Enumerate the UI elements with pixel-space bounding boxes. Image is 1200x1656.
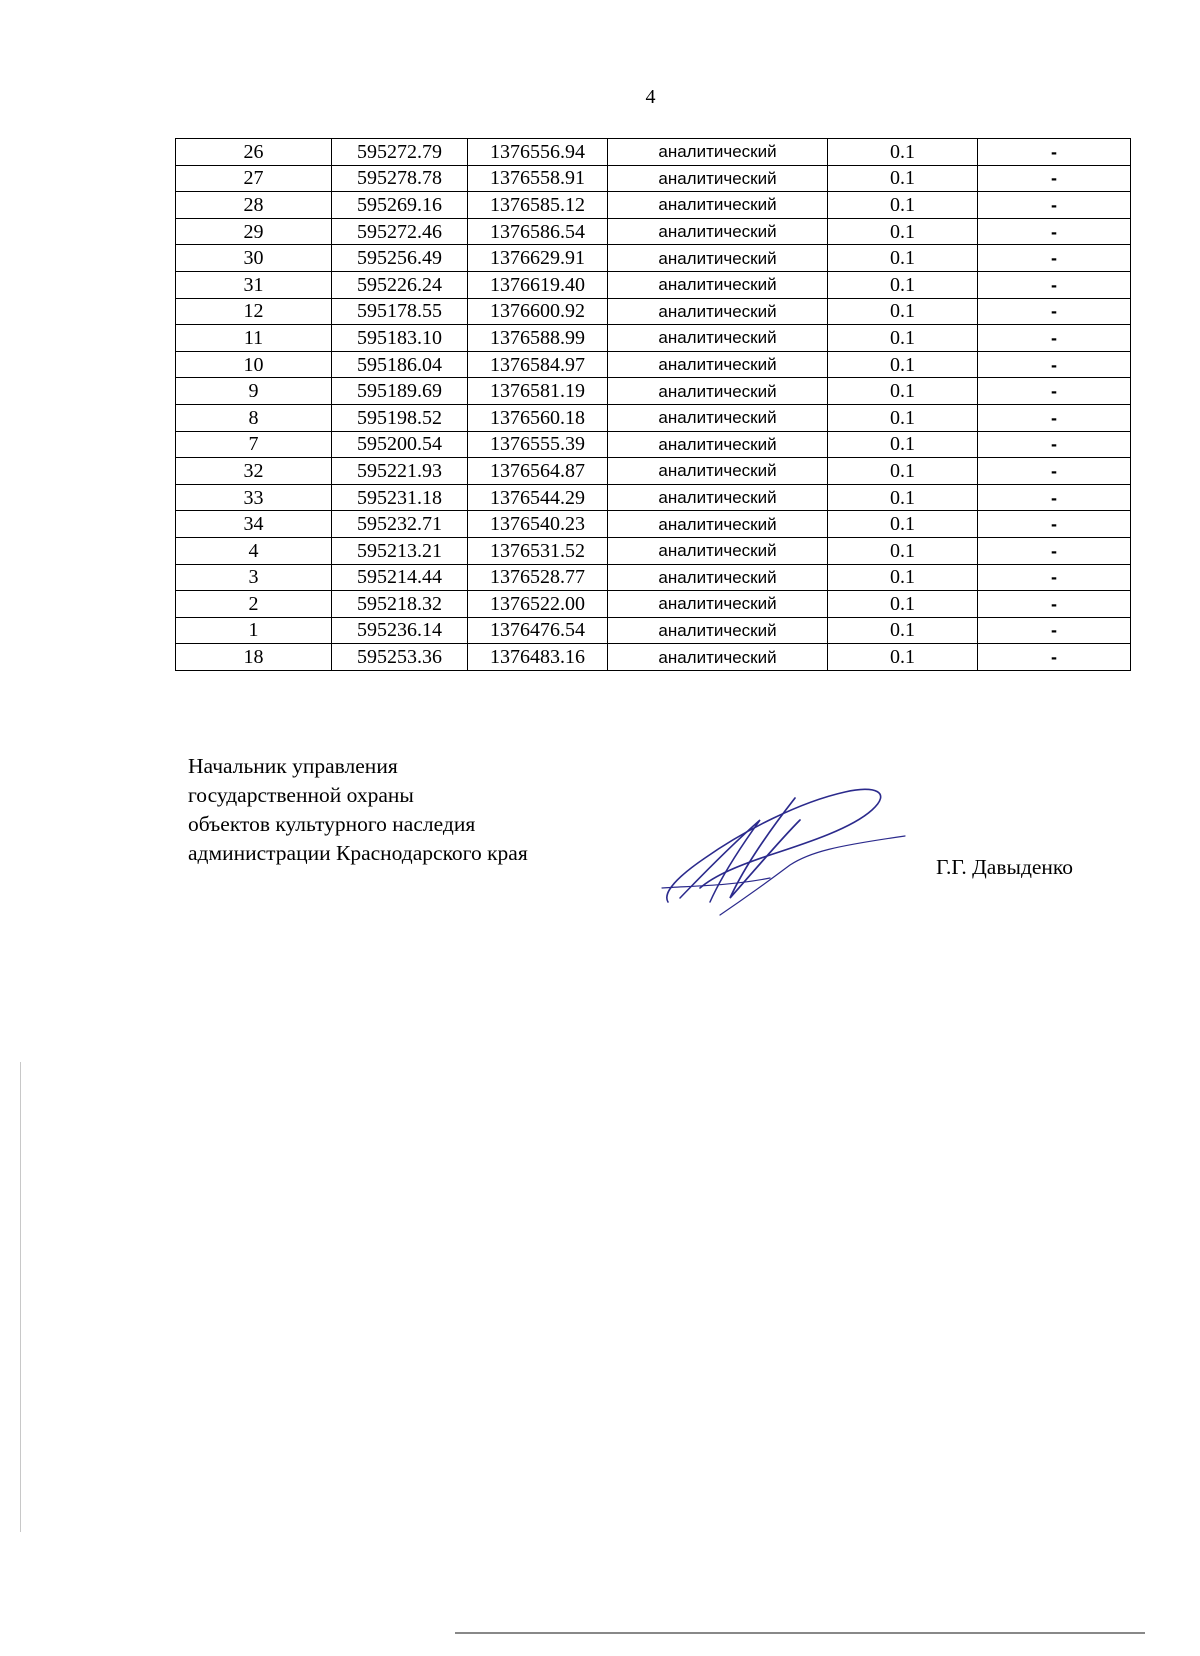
x-coordinate-cell: 595189.69 xyxy=(332,378,468,405)
table-row xyxy=(176,458,1131,485)
accuracy-cell: 0.1 xyxy=(828,378,978,405)
y-coordinate-cell: 1376531.52 xyxy=(468,537,608,564)
handwritten-signature xyxy=(660,780,910,920)
note-cell: - xyxy=(978,644,1131,671)
note-cell: - xyxy=(978,511,1131,538)
note-cell: - xyxy=(978,537,1131,564)
point-number-cell: 10 xyxy=(176,351,332,378)
x-coordinate-cell: 595198.52 xyxy=(332,404,468,431)
scan-artifact-line xyxy=(20,1062,21,1532)
point-number-cell: 3 xyxy=(176,564,332,591)
method-cell: аналитический xyxy=(608,271,828,298)
note-cell: - xyxy=(978,245,1131,272)
accuracy-cell: 0.1 xyxy=(828,404,978,431)
note-cell: - xyxy=(978,271,1131,298)
x-coordinate-cell: 595231.18 xyxy=(332,484,468,511)
accuracy-cell: 0.1 xyxy=(828,617,978,644)
method-cell: аналитический xyxy=(608,325,828,352)
method-cell: аналитический xyxy=(608,351,828,378)
accuracy-cell: 0.1 xyxy=(828,591,978,618)
x-coordinate-cell: 595232.71 xyxy=(332,511,468,538)
y-coordinate-cell: 1376476.54 xyxy=(468,617,608,644)
y-coordinate-cell: 1376540.23 xyxy=(468,511,608,538)
accuracy-cell: 0.1 xyxy=(828,271,978,298)
method-cell: аналитический xyxy=(608,404,828,431)
method-cell: аналитический xyxy=(608,192,828,219)
point-number-cell: 7 xyxy=(176,431,332,458)
table-row xyxy=(176,564,1131,591)
y-coordinate-cell: 1376581.19 xyxy=(468,378,608,405)
x-coordinate-cell: 595272.79 xyxy=(332,139,468,166)
x-coordinate-cell: 595200.54 xyxy=(332,431,468,458)
signatory-position-line: администрации Краснодарского края xyxy=(188,841,528,865)
point-number-cell: 1 xyxy=(176,617,332,644)
table-row xyxy=(176,325,1131,352)
method-cell: аналитический xyxy=(608,617,828,644)
y-coordinate-cell: 1376585.12 xyxy=(468,192,608,219)
method-cell: аналитический xyxy=(608,139,828,166)
y-coordinate-cell: 1376619.40 xyxy=(468,271,608,298)
accuracy-cell: 0.1 xyxy=(828,458,978,485)
y-coordinate-cell: 1376556.94 xyxy=(468,139,608,166)
x-coordinate-cell: 595214.44 xyxy=(332,564,468,591)
y-coordinate-cell: 1376588.99 xyxy=(468,325,608,352)
method-cell: аналитический xyxy=(608,431,828,458)
method-cell: аналитический xyxy=(608,591,828,618)
y-coordinate-cell: 1376629.91 xyxy=(468,245,608,272)
y-coordinate-cell: 1376560.18 xyxy=(468,404,608,431)
signature-stroke xyxy=(680,820,760,902)
y-coordinate-cell: 1376586.54 xyxy=(468,218,608,245)
signatory-position xyxy=(188,752,528,868)
coordinates-table-body xyxy=(176,139,1131,671)
point-number-cell: 32 xyxy=(176,458,332,485)
method-cell: аналитический xyxy=(608,378,828,405)
point-number-cell: 28 xyxy=(176,192,332,219)
note-cell: - xyxy=(978,458,1131,485)
accuracy-cell: 0.1 xyxy=(828,325,978,352)
accuracy-cell: 0.1 xyxy=(828,192,978,219)
scan-artifact-line xyxy=(455,1632,1145,1634)
accuracy-cell: 0.1 xyxy=(828,564,978,591)
method-cell: аналитический xyxy=(608,644,828,671)
x-coordinate-cell: 595253.36 xyxy=(332,644,468,671)
page-number: 4 xyxy=(645,86,656,108)
table-row xyxy=(176,192,1131,219)
table-row xyxy=(176,511,1131,538)
note-cell: - xyxy=(978,351,1131,378)
accuracy-cell: 0.1 xyxy=(828,644,978,671)
signatory-position-line: объектов культурного наследия xyxy=(188,812,476,836)
y-coordinate-cell: 1376564.87 xyxy=(468,458,608,485)
method-cell: аналитический xyxy=(608,484,828,511)
table-row xyxy=(176,218,1131,245)
note-cell: - xyxy=(978,404,1131,431)
y-coordinate-cell: 1376522.00 xyxy=(468,591,608,618)
note-cell: - xyxy=(978,484,1131,511)
note-cell: - xyxy=(978,218,1131,245)
x-coordinate-cell: 595186.04 xyxy=(332,351,468,378)
note-cell: - xyxy=(978,617,1131,644)
x-coordinate-cell: 595218.32 xyxy=(332,591,468,618)
x-coordinate-cell: 595226.24 xyxy=(332,271,468,298)
method-cell: аналитический xyxy=(608,511,828,538)
method-cell: аналитический xyxy=(608,298,828,325)
x-coordinate-cell: 595272.46 xyxy=(332,218,468,245)
point-number-cell: 26 xyxy=(176,139,332,166)
point-number-cell: 11 xyxy=(176,325,332,352)
note-cell: - xyxy=(978,591,1131,618)
y-coordinate-cell: 1376584.97 xyxy=(468,351,608,378)
signature-stroke xyxy=(720,836,905,915)
accuracy-cell: 0.1 xyxy=(828,511,978,538)
x-coordinate-cell: 595183.10 xyxy=(332,325,468,352)
method-cell: аналитический xyxy=(608,537,828,564)
y-coordinate-cell: 1376528.77 xyxy=(468,564,608,591)
point-number-cell: 4 xyxy=(176,537,332,564)
x-coordinate-cell: 595178.55 xyxy=(332,298,468,325)
accuracy-cell: 0.1 xyxy=(828,245,978,272)
table-row xyxy=(176,245,1131,272)
table-row xyxy=(176,537,1131,564)
table-row xyxy=(176,165,1131,192)
point-number-cell: 2 xyxy=(176,591,332,618)
note-cell: - xyxy=(978,325,1131,352)
coordinates-table xyxy=(175,138,1131,671)
table-row xyxy=(176,617,1131,644)
point-number-cell: 30 xyxy=(176,245,332,272)
method-cell: аналитический xyxy=(608,218,828,245)
x-coordinate-cell: 595278.78 xyxy=(332,165,468,192)
y-coordinate-cell: 1376483.16 xyxy=(468,644,608,671)
accuracy-cell: 0.1 xyxy=(828,218,978,245)
x-coordinate-cell: 595221.93 xyxy=(332,458,468,485)
point-number-cell: 29 xyxy=(176,218,332,245)
note-cell: - xyxy=(978,378,1131,405)
y-coordinate-cell: 1376558.91 xyxy=(468,165,608,192)
point-number-cell: 33 xyxy=(176,484,332,511)
accuracy-cell: 0.1 xyxy=(828,165,978,192)
point-number-cell: 31 xyxy=(176,271,332,298)
note-cell: - xyxy=(978,298,1131,325)
y-coordinate-cell: 1376600.92 xyxy=(468,298,608,325)
signatory-position-line: Начальник управления xyxy=(188,754,398,778)
note-cell: - xyxy=(978,192,1131,219)
point-number-cell: 27 xyxy=(176,165,332,192)
method-cell: аналитический xyxy=(608,564,828,591)
accuracy-cell: 0.1 xyxy=(828,431,978,458)
point-number-cell: 8 xyxy=(176,404,332,431)
note-cell: - xyxy=(978,431,1131,458)
x-coordinate-cell: 595256.49 xyxy=(332,245,468,272)
accuracy-cell: 0.1 xyxy=(828,351,978,378)
method-cell: аналитический xyxy=(608,245,828,272)
y-coordinate-cell: 1376544.29 xyxy=(468,484,608,511)
table-row xyxy=(176,644,1131,671)
x-coordinate-cell: 595213.21 xyxy=(332,537,468,564)
x-coordinate-cell: 595236.14 xyxy=(332,617,468,644)
table-row xyxy=(176,484,1131,511)
note-cell: - xyxy=(978,564,1131,591)
y-coordinate-cell: 1376555.39 xyxy=(468,431,608,458)
accuracy-cell: 0.1 xyxy=(828,298,978,325)
method-cell: аналитический xyxy=(608,458,828,485)
point-number-cell: 12 xyxy=(176,298,332,325)
accuracy-cell: 0.1 xyxy=(828,139,978,166)
accuracy-cell: 0.1 xyxy=(828,537,978,564)
note-cell: - xyxy=(978,139,1131,166)
table-row xyxy=(176,404,1131,431)
table-row xyxy=(176,591,1131,618)
point-number-cell: 18 xyxy=(176,644,332,671)
table-row xyxy=(176,351,1131,378)
x-coordinate-cell: 595269.16 xyxy=(332,192,468,219)
method-cell: аналитический xyxy=(608,165,828,192)
table-row xyxy=(176,378,1131,405)
accuracy-cell: 0.1 xyxy=(828,484,978,511)
point-number-cell: 34 xyxy=(176,511,332,538)
table-row xyxy=(176,431,1131,458)
point-number-cell: 9 xyxy=(176,378,332,405)
table-row xyxy=(176,271,1131,298)
table-row xyxy=(176,139,1131,166)
signatory-name: Г.Г. Давыденко xyxy=(936,855,1074,879)
table-row xyxy=(176,298,1131,325)
note-cell: - xyxy=(978,165,1131,192)
signatory-position-line: государственной охраны xyxy=(188,783,414,807)
